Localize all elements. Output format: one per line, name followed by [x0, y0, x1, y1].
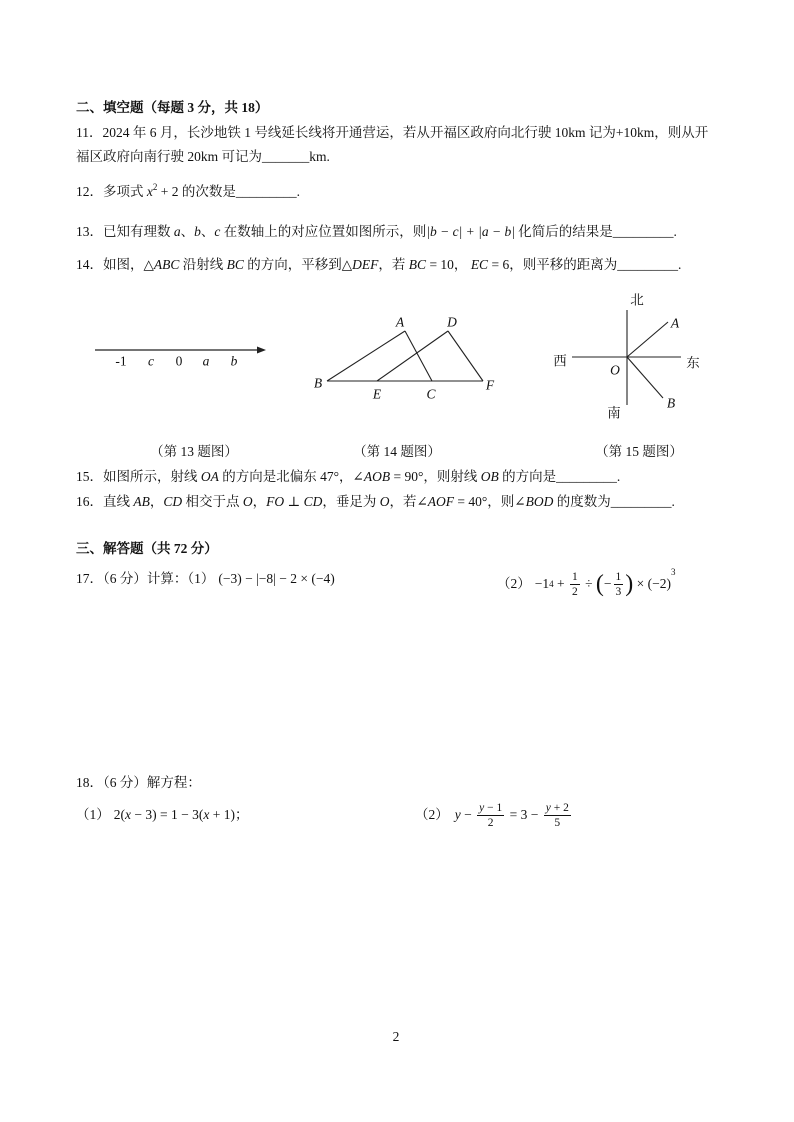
label-a: a: [202, 353, 210, 369]
q13-var-c: c: [214, 224, 221, 239]
q18-part1-text: 2(: [113, 807, 125, 822]
q18-part2-label: （2）: [415, 807, 449, 822]
q17-part-2: （2） −1 4 + $\frac{1}{2}$ ÷ ( − $\frac{1}{3}$ ) × (−2) 3: [497, 567, 676, 598]
fraction-denominator: 2: [487, 816, 494, 829]
line-ba: [327, 331, 405, 381]
vertex-label-d: D: [447, 314, 457, 330]
q12-text: 12．多项式: [76, 184, 147, 199]
q16-text: ，: [149, 494, 164, 509]
vertex-label-a: A: [395, 314, 405, 330]
q15-math: AOB: [363, 469, 391, 484]
q17-fraction-third: [614, 570, 624, 599]
label-west: 西: [553, 353, 567, 369]
number-line-arrow: [257, 347, 266, 354]
q17-part-1: [76, 570, 335, 588]
q14-text: 的方向，平移到△: [243, 257, 353, 272]
label-b: b: [230, 353, 238, 369]
numerator-rest: + 2: [550, 801, 569, 814]
q18-minus: −: [460, 807, 476, 822]
q16-text: ，垂足为: [322, 494, 380, 509]
q13-text: 、: [200, 224, 215, 239]
q13-text: 在数轴上的对应位置如图所示，则: [220, 224, 427, 239]
q17-times: × (−2): [633, 576, 672, 591]
label-a: A: [670, 315, 680, 331]
fig14-caption: （第 14 题图）: [353, 444, 441, 459]
q13-var-b: b: [194, 224, 201, 239]
fraction-numerator: [477, 801, 504, 816]
page-number: 2: [392, 1029, 400, 1044]
q14-math: EC: [470, 257, 489, 272]
ray-oa: [627, 322, 668, 357]
q14-math: BC: [226, 257, 244, 272]
q12: [76, 183, 300, 201]
label-north: 北: [630, 292, 644, 308]
q18-var-x: x: [125, 807, 131, 822]
numerator-rest: − 1: [484, 801, 503, 814]
number-line-figure: [90, 335, 272, 375]
q15-text: 15．如图所示，射线: [76, 469, 201, 484]
q13: [76, 223, 677, 241]
label-b: B: [666, 395, 676, 411]
q16-math: FO: [266, 494, 285, 509]
section-3-heading: 三、解答题（共 72 分）: [76, 541, 218, 556]
q18-part-1: [76, 806, 248, 824]
q18-part1-label: （1）: [76, 807, 110, 822]
label-south: 南: [607, 405, 621, 421]
q18-var-y: y: [454, 807, 461, 822]
q18-part1-text: + 1)；: [209, 807, 249, 822]
q16-math: AOF: [427, 494, 455, 509]
fraction-denominator: 5: [554, 816, 561, 829]
q14-math: ABC: [153, 257, 180, 272]
line-ac: [405, 331, 432, 381]
q17-base: −1: [534, 576, 550, 591]
line-ed: [377, 331, 448, 381]
q16-math: AB: [133, 494, 150, 509]
q14-text: 14．如图，△: [76, 257, 154, 272]
q17-fraction-half: [570, 570, 580, 599]
q13-text: 、: [180, 224, 195, 239]
fig13-caption: （第 13 题图）: [150, 444, 238, 459]
vertex-label-f: F: [485, 377, 495, 393]
vertex-label-b: B: [313, 375, 323, 391]
q12-text: + 2 的次数是_________.: [157, 184, 300, 199]
q13-text: 化简后的结果是_________.: [514, 224, 677, 239]
q15-math: OB: [480, 469, 499, 484]
q13-var-a: a: [173, 224, 181, 239]
q15-text: = 90°，则射线: [390, 469, 481, 484]
q12-exponent: 2: [152, 182, 158, 192]
fraction-numerator: [544, 801, 571, 816]
q16-text: ，: [252, 494, 267, 509]
label-east: 东: [686, 355, 700, 371]
q14-text: 沿射线: [179, 257, 227, 272]
q16-text: = 40°，则∠: [454, 494, 526, 509]
q18-stem: 18．（6 分）解方程：: [76, 775, 201, 790]
q17-right-paren: ): [625, 571, 634, 597]
vertex-label-c: C: [426, 386, 436, 402]
q15-text: 的方向是北偏东 47°，∠: [218, 469, 364, 484]
q16-math: CD: [163, 494, 183, 509]
q16-text: ，若∠: [389, 494, 428, 509]
q13-expression: |b − c| + |a − b|: [426, 224, 515, 239]
q17-part2-label: （2）: [497, 576, 531, 591]
q17-stem: 17．（6 分）计算：（1）: [76, 571, 215, 586]
q18-part-2: [415, 797, 573, 833]
q17-part1-expression: (−3) − |−8| − 2 × (−4): [218, 571, 335, 586]
line-df: [448, 331, 483, 381]
q17-plus: +: [553, 576, 568, 591]
q16-math: BOD: [525, 494, 554, 509]
triangle-translation-figure: [305, 305, 505, 405]
q11-line-1: 11．2024 年 6 月，长沙地铁 1 号线延长线将开通营运，若从开福区政府向北行驶 10km 记为+10km，则从开: [76, 125, 709, 140]
label-minus-one: -1: [115, 353, 127, 369]
q16-text: 的度数为_________.: [553, 494, 675, 509]
q18-var-x: x: [203, 807, 210, 822]
q11-line-2: 福区政府向南行驶 20km 可记为_______km.: [76, 149, 330, 164]
q12-variable: x: [146, 184, 153, 199]
vertex-label-e: E: [372, 386, 382, 402]
q15-text: 的方向是_________.: [498, 469, 621, 484]
q16-text: 相交于点: [182, 494, 243, 509]
q18-equals: = 3 −: [506, 807, 542, 822]
fraction-numerator: 1: [615, 570, 622, 583]
q13-text: 13．已知有理数: [76, 224, 174, 239]
q16-math: O: [242, 494, 253, 509]
q16-text: 16．直线: [76, 494, 134, 509]
ray-ob: [627, 357, 663, 398]
fraction-numerator: 1: [572, 570, 578, 583]
q17-left-paren: (: [595, 571, 604, 597]
numerator-var: y: [479, 801, 485, 814]
q14-text: = 6，则平移的距离为_________.: [488, 257, 682, 272]
label-c: c: [148, 353, 154, 369]
q14-math: BC: [408, 257, 427, 272]
q18-fraction-1: [477, 801, 504, 830]
q15: [76, 468, 620, 486]
q14-text: ，若: [378, 257, 409, 272]
q17-divide: ÷: [581, 576, 596, 591]
compass-figure: [550, 288, 710, 422]
q16-math: CD: [303, 494, 323, 509]
label-o: O: [610, 362, 620, 378]
label-zero: 0: [175, 353, 183, 369]
numerator-var: y: [545, 801, 551, 814]
q17-negative: −: [603, 576, 612, 591]
q16-text: ⊥: [284, 494, 304, 509]
q14-text: = 10，: [426, 257, 471, 272]
q18-fraction-2: [544, 801, 571, 830]
q15-math: OA: [200, 469, 219, 484]
fraction-denominator: 2: [572, 585, 578, 598]
q16: [76, 493, 675, 511]
q16-math: O: [379, 494, 390, 509]
q14: [76, 256, 681, 274]
fraction-denominator: 3: [615, 585, 622, 598]
q14-math: DEF: [352, 257, 379, 272]
section-2-heading: 二、填空题（每题 3 分，共 18）: [76, 100, 269, 115]
fig15-caption: （第 15 题图）: [595, 444, 683, 459]
q18-part1-text: − 3) = 1 − 3(: [131, 807, 204, 822]
